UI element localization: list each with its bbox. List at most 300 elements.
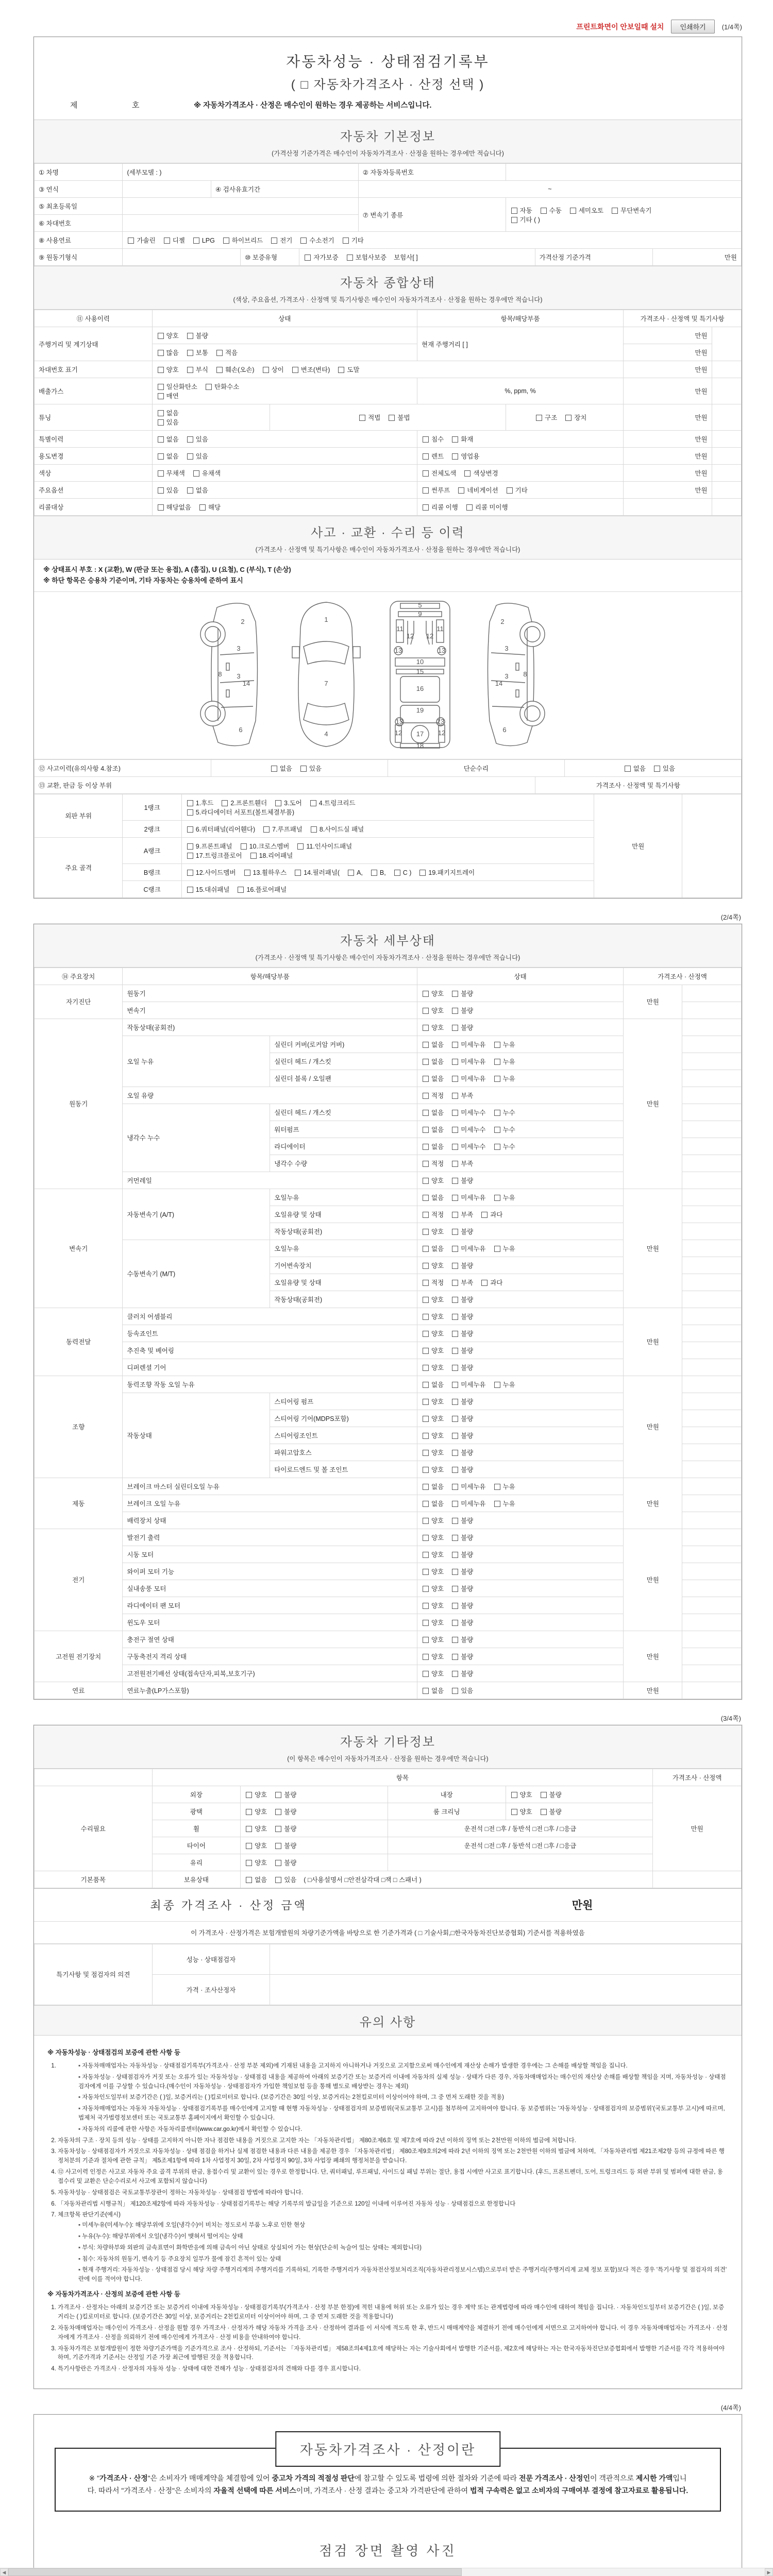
checkbox[interactable] — [452, 1025, 458, 1031]
checkbox[interactable] — [452, 1246, 458, 1252]
checkbox[interactable] — [193, 238, 199, 244]
vinmark-options — [152, 361, 624, 378]
checkbox[interactable] — [246, 1860, 252, 1866]
checkbox[interactable] — [423, 1110, 429, 1116]
checkbox[interactable] — [223, 238, 229, 244]
row-options-state — [152, 482, 417, 499]
checkbox[interactable] — [452, 1535, 458, 1541]
checkbox[interactable] — [452, 1518, 458, 1524]
option-label: 양호 — [431, 1602, 444, 1609]
device-row-note — [682, 1648, 742, 1665]
checkbox[interactable] — [452, 1127, 458, 1133]
option-label: 누유 — [502, 1075, 515, 1082]
detail-state-table — [34, 968, 742, 1699]
checkbox-option — [157, 349, 179, 357]
checkbox[interactable] — [481, 1212, 488, 1218]
checkbox[interactable] — [423, 1671, 429, 1677]
checkbox[interactable] — [158, 410, 164, 416]
checkbox[interactable] — [158, 487, 164, 494]
checkbox[interactable] — [452, 1382, 458, 1388]
checkbox[interactable] — [654, 766, 660, 772]
table-row — [35, 1944, 742, 1974]
checkbox[interactable] — [305, 255, 311, 261]
option-label: 양호 — [431, 1517, 444, 1524]
scrollbar-track[interactable] — [8, 2568, 765, 2576]
checkbox[interactable] — [423, 991, 429, 997]
checkbox[interactable] — [423, 1467, 429, 1473]
checkbox-option — [274, 1842, 296, 1850]
checkbox[interactable] — [271, 766, 277, 772]
checkbox[interactable] — [275, 1843, 281, 1849]
checkbox[interactable] — [452, 1637, 458, 1643]
checkbox[interactable] — [536, 415, 542, 421]
checkbox[interactable] — [452, 1450, 458, 1456]
checkbox[interactable] — [452, 1586, 458, 1592]
repair-item-options — [241, 1820, 388, 1837]
option-set — [624, 765, 682, 772]
checkbox-option — [451, 1296, 473, 1303]
checkbox[interactable] — [246, 1809, 252, 1815]
mileage-item: 현재 주행거리 [ ] — [417, 327, 624, 361]
device-state-options — [417, 1580, 624, 1597]
checkbox[interactable] — [275, 1860, 281, 1866]
device-row-note — [682, 1138, 742, 1155]
checkbox[interactable] — [423, 1178, 429, 1184]
checkbox[interactable] — [348, 870, 354, 876]
checkbox[interactable] — [423, 1416, 429, 1422]
device-group-price: 만원 — [624, 1631, 682, 1682]
abnormal-area-label: ⑬ 교환, 판금 등 이상 부위 — [35, 776, 535, 793]
checkbox[interactable] — [271, 238, 277, 244]
checkbox[interactable] — [612, 208, 618, 214]
row-usechange-note — [712, 448, 741, 465]
checkbox-option — [451, 1653, 473, 1660]
checkbox[interactable] — [423, 1535, 429, 1541]
section-detail-subtitle: (가격조사 · 산정액 및 특기사항은 매수인이 자동차가격조사 · 산정을 원하는 경우에만 적습니다) — [255, 954, 520, 961]
checkbox-option — [493, 1058, 515, 1065]
checkbox[interactable] — [565, 415, 572, 421]
checkbox[interactable] — [452, 1076, 458, 1082]
checkbox[interactable] — [423, 1552, 429, 1558]
checkbox[interactable] — [494, 1042, 500, 1048]
checkbox[interactable] — [187, 350, 193, 356]
checkbox[interactable] — [423, 1025, 429, 1031]
checkbox[interactable] — [452, 1467, 458, 1473]
option-set — [157, 332, 215, 340]
checkbox[interactable] — [494, 1246, 500, 1252]
checkbox[interactable] — [452, 1144, 458, 1150]
checkbox[interactable] — [452, 1195, 458, 1201]
checkbox[interactable] — [275, 1877, 281, 1883]
checkbox[interactable] — [452, 1399, 458, 1405]
checkbox-option — [422, 1653, 444, 1660]
option-label: 누유 — [502, 1194, 515, 1201]
checkbox[interactable] — [263, 826, 270, 833]
option-label: 있음 — [166, 487, 179, 494]
checkbox[interactable] — [250, 853, 257, 859]
checkbox[interactable] — [244, 870, 250, 876]
checkbox[interactable] — [423, 1450, 429, 1456]
checkbox[interactable] — [241, 843, 247, 850]
device-group-price: 만원 — [624, 1376, 682, 1478]
checkbox[interactable] — [158, 333, 164, 339]
checkbox[interactable] — [423, 1127, 429, 1133]
scrollbar-thumb[interactable] — [8, 2568, 462, 2576]
checkbox[interactable] — [238, 887, 244, 893]
device-subitem-label: 오일유량 및 상태 — [270, 1274, 417, 1291]
device-row-note — [682, 1512, 742, 1529]
checkbox[interactable] — [394, 870, 400, 876]
checkbox[interactable] — [423, 1331, 429, 1337]
checkbox[interactable] — [452, 1263, 458, 1269]
checkbox[interactable] — [158, 350, 164, 356]
device-item-label: 와이퍼 모터 기능 — [123, 1563, 417, 1580]
checkbox[interactable] — [187, 436, 193, 443]
checkbox-option — [304, 254, 338, 261]
checkbox[interactable] — [295, 870, 301, 876]
checkbox[interactable] — [423, 1501, 429, 1507]
device-state-options — [417, 1563, 624, 1580]
checkbox[interactable] — [452, 1314, 458, 1320]
option-label: 양호 — [431, 1330, 444, 1337]
checkbox[interactable] — [452, 1110, 458, 1116]
checkbox[interactable] — [158, 419, 164, 426]
checkbox-option — [346, 254, 386, 261]
option-set — [157, 487, 215, 494]
checkbox[interactable] — [275, 1809, 281, 1815]
checkbox[interactable] — [423, 1042, 429, 1048]
checkbox-option — [157, 419, 179, 426]
checkbox[interactable] — [423, 1297, 429, 1303]
checkbox[interactable] — [423, 1246, 429, 1252]
checkbox[interactable] — [187, 809, 193, 816]
checkbox-option — [451, 1041, 485, 1048]
checkbox[interactable] — [423, 487, 429, 494]
checkbox[interactable] — [452, 1331, 458, 1337]
checkbox[interactable] — [452, 1229, 458, 1235]
checkbox[interactable] — [423, 1620, 429, 1626]
checkbox[interactable] — [452, 436, 458, 443]
checkbox[interactable] — [423, 1093, 429, 1099]
device-state-options — [417, 1087, 624, 1104]
checkbox[interactable] — [343, 238, 349, 244]
checkbox[interactable] — [452, 1688, 458, 1694]
checkbox[interactable] — [419, 870, 426, 876]
detail-col-device: ⑭ 주요장치 — [35, 968, 123, 985]
option-set — [422, 1483, 523, 1490]
device-subitem-label: 실린더 블록 / 오일팬 — [270, 1070, 417, 1087]
checkbox[interactable] — [541, 1809, 547, 1815]
table-row — [35, 310, 742, 327]
checkbox[interactable] — [625, 766, 631, 772]
checkbox[interactable] — [452, 1093, 458, 1099]
checkbox[interactable] — [423, 1229, 429, 1235]
checkbox[interactable] — [452, 1416, 458, 1422]
checkbox[interactable] — [158, 470, 164, 477]
diagram-part-number: 3 — [236, 672, 241, 680]
checkbox[interactable] — [128, 238, 134, 244]
checkbox[interactable] — [275, 1826, 281, 1832]
group-outer-panel: 외판 부위 — [35, 794, 123, 837]
option-label: 미세누유 — [461, 1041, 486, 1048]
checkbox[interactable] — [452, 453, 458, 460]
checkbox[interactable] — [158, 436, 164, 443]
checkbox[interactable] — [452, 1178, 458, 1184]
checkbox[interactable] — [423, 453, 429, 460]
print-button[interactable]: 인쇄하기 — [671, 20, 714, 33]
checkbox[interactable] — [423, 436, 429, 443]
checkbox-option — [422, 1432, 444, 1439]
checkbox[interactable] — [275, 1792, 281, 1798]
checkbox[interactable] — [246, 1826, 252, 1832]
checkbox[interactable] — [423, 1076, 429, 1082]
repair-item-free: 운전석 □전 □후 / 동반석 □전 □후 / □응급 — [388, 1837, 652, 1854]
option-set — [422, 1449, 480, 1456]
checkbox[interactable] — [206, 384, 212, 390]
checkbox[interactable] — [164, 238, 170, 244]
checkbox[interactable] — [246, 1877, 252, 1883]
option-label: 누유 — [502, 1041, 515, 1048]
checkbox[interactable] — [423, 504, 429, 511]
checkbox[interactable] — [452, 1433, 458, 1439]
table-row — [35, 499, 742, 516]
row-color-state — [152, 465, 417, 482]
checkbox[interactable] — [216, 350, 223, 356]
checkbox[interactable] — [464, 470, 470, 477]
checkbox[interactable] — [187, 826, 193, 833]
checkbox[interactable] — [263, 367, 269, 373]
checkbox-option — [249, 852, 293, 859]
option-text: ( □사용설명서 □안전삼각대 □잭 □ 스패너 ) — [304, 1876, 422, 1884]
checkbox[interactable] — [511, 208, 517, 214]
checkbox[interactable] — [511, 217, 517, 223]
checkbox[interactable] — [292, 367, 298, 373]
checkbox[interactable] — [158, 504, 164, 511]
option-label: 미세누유 — [461, 1381, 486, 1388]
table-row — [35, 431, 742, 448]
checkbox[interactable] — [541, 1792, 547, 1798]
checkbox[interactable] — [494, 1076, 500, 1082]
checkbox[interactable] — [494, 1144, 500, 1150]
checkbox[interactable] — [423, 1603, 429, 1609]
checkbox-option — [186, 332, 208, 340]
checkbox[interactable] — [199, 504, 206, 511]
device-group-price: 만원 — [624, 1189, 682, 1308]
checkbox[interactable] — [452, 1654, 458, 1660]
checkbox[interactable] — [389, 415, 395, 421]
checkbox[interactable] — [458, 487, 464, 494]
checkbox[interactable] — [311, 826, 317, 833]
checkbox[interactable] — [423, 1518, 429, 1524]
checkbox[interactable] — [359, 415, 365, 421]
usage-col-state: 상태 — [152, 310, 417, 327]
checkbox[interactable] — [511, 1792, 517, 1798]
checkbox[interactable] — [452, 1212, 458, 1218]
checkbox[interactable] — [452, 1042, 458, 1048]
option-set — [245, 1842, 304, 1850]
checkbox[interactable] — [452, 1671, 458, 1677]
checkbox[interactable] — [371, 870, 377, 876]
field-regno-label: ② 자동차등록번호 — [358, 164, 506, 181]
checkbox-option — [157, 366, 179, 374]
option-label: 양호 — [431, 990, 444, 997]
checkbox[interactable] — [187, 887, 193, 893]
checkbox[interactable] — [310, 800, 316, 806]
checkbox[interactable] — [187, 453, 193, 460]
checkbox[interactable] — [338, 367, 344, 373]
checkbox[interactable] — [423, 1365, 429, 1371]
checkbox-option — [451, 1075, 485, 1082]
device-state-options — [417, 1036, 624, 1053]
checkbox[interactable] — [347, 255, 353, 261]
checkbox[interactable] — [452, 1348, 458, 1354]
checkbox[interactable] — [541, 208, 547, 214]
caution-appraisal-list — [49, 2303, 728, 2374]
checkbox[interactable] — [452, 1059, 458, 1065]
checkbox-option — [186, 366, 208, 374]
checkbox[interactable] — [423, 1433, 429, 1439]
vinmark-price: 만원 — [624, 361, 712, 378]
option-label: 1.후드 — [195, 799, 214, 807]
option-label: 일산화탄소 — [166, 383, 198, 391]
checkbox[interactable] — [452, 1620, 458, 1626]
repair-group-label: 수리필요 — [35, 1786, 153, 1871]
checkbox[interactable] — [187, 853, 193, 859]
checkbox-option — [157, 332, 179, 340]
device-row-note — [682, 1019, 742, 1036]
checkbox[interactable] — [452, 1365, 458, 1371]
checkbox[interactable] — [570, 208, 576, 214]
state-mark-legend — [34, 560, 742, 592]
scroll-right-arrow[interactable]: ▶ — [765, 2568, 773, 2576]
option-label: 부족 — [461, 1279, 474, 1286]
checkbox[interactable] — [494, 1382, 500, 1388]
checkbox[interactable] — [275, 800, 281, 806]
checkbox[interactable] — [158, 384, 164, 390]
checkbox[interactable] — [158, 453, 164, 460]
checkbox[interactable] — [494, 1484, 500, 1490]
checkbox-option — [157, 436, 179, 443]
checkbox[interactable] — [423, 1484, 429, 1490]
checkbox[interactable] — [246, 1843, 252, 1849]
checkbox[interactable] — [187, 487, 193, 494]
document-subtitle: ( □ 자동차가격조사 · 산정 선택 ) — [291, 78, 485, 92]
horizontal-scrollbar[interactable] — [0, 2568, 773, 2576]
checkbox[interactable] — [423, 1161, 429, 1167]
checkbox[interactable] — [187, 843, 193, 850]
doc-no-ho: 호 — [132, 101, 140, 110]
checkbox[interactable] — [423, 1348, 429, 1354]
checkbox[interactable] — [452, 991, 458, 997]
checkbox-option — [422, 470, 456, 477]
checkbox[interactable] — [466, 504, 473, 511]
option-label: 불량 — [461, 1364, 474, 1371]
checkbox[interactable] — [300, 766, 307, 772]
checkbox[interactable] — [423, 1586, 429, 1592]
checkbox[interactable] — [494, 1195, 500, 1201]
checkbox[interactable] — [423, 1314, 429, 1320]
checkbox[interactable] — [423, 1654, 429, 1660]
checkbox[interactable] — [216, 367, 223, 373]
checkbox[interactable] — [297, 843, 304, 850]
checkbox[interactable] — [423, 1569, 429, 1575]
checkbox[interactable] — [423, 470, 429, 477]
checkbox[interactable] — [222, 800, 228, 806]
basic-items-label: 기본품목 — [35, 1871, 153, 1888]
checkbox[interactable] — [423, 1144, 429, 1150]
checkbox[interactable] — [507, 487, 513, 494]
checkbox[interactable] — [193, 470, 199, 477]
option-label: 하이브리드 — [231, 237, 263, 244]
field-baseprice-label: 가격산정 기준가격 — [535, 249, 653, 266]
option-label: 양호 — [255, 1859, 267, 1867]
table-row — [35, 968, 742, 985]
mileage-state-1 — [152, 327, 417, 344]
checkbox[interactable] — [494, 1059, 500, 1065]
checkbox[interactable] — [452, 1569, 458, 1575]
option-label: 있음 — [166, 419, 179, 426]
checkbox[interactable] — [423, 1688, 429, 1694]
diagram-part-number: 18 — [416, 741, 424, 750]
checkbox[interactable] — [511, 1809, 517, 1815]
device-row-note — [682, 1563, 742, 1580]
checkbox[interactable] — [423, 1195, 429, 1201]
checkbox[interactable] — [187, 367, 193, 373]
checkbox[interactable] — [494, 1501, 500, 1507]
checkbox[interactable] — [423, 1382, 429, 1388]
checkbox[interactable] — [187, 870, 193, 876]
checkbox-option — [245, 1842, 267, 1850]
checkbox[interactable] — [494, 1127, 500, 1133]
checkbox-option — [451, 1262, 473, 1269]
scroll-left-arrow[interactable]: ◀ — [0, 2568, 8, 2576]
checkbox[interactable] — [452, 1008, 458, 1014]
checkbox-option — [245, 1859, 267, 1867]
table-row — [35, 327, 742, 344]
checkbox[interactable] — [187, 333, 193, 339]
checkbox[interactable] — [423, 1399, 429, 1405]
final-price-row — [34, 1888, 742, 1922]
checkbox[interactable] — [452, 1603, 458, 1609]
device-item-label: 브레이크 마스터 실린더오일 누유 — [123, 1478, 417, 1495]
definition-text-part: 이며, 가격조사 · 산정 결과는 중고차 가격판단에 관하여 — [296, 2486, 470, 2495]
checkbox[interactable] — [300, 238, 307, 244]
option-set — [157, 349, 245, 357]
detail-col-state: 상태 — [417, 968, 624, 985]
checkbox[interactable] — [452, 1484, 458, 1490]
mileage-note — [712, 327, 741, 361]
checkbox[interactable] — [423, 1263, 429, 1269]
checkbox[interactable] — [452, 1280, 458, 1286]
checkbox[interactable] — [452, 1552, 458, 1558]
checkbox[interactable] — [423, 1280, 429, 1286]
checkbox[interactable] — [452, 1501, 458, 1507]
device-group-label: 조향 — [35, 1376, 123, 1478]
checkbox[interactable] — [452, 1297, 458, 1303]
checkbox[interactable] — [423, 1059, 429, 1065]
checkbox[interactable] — [187, 800, 193, 806]
checkbox[interactable] — [246, 1792, 252, 1798]
checkbox[interactable] — [452, 1161, 458, 1167]
checkbox[interactable] — [423, 1212, 429, 1218]
checkbox[interactable] — [158, 367, 164, 373]
checkbox[interactable] — [423, 1008, 429, 1014]
checkbox[interactable] — [423, 1637, 429, 1643]
checkbox[interactable] — [494, 1110, 500, 1116]
device-item-label: 라디에이터 팬 모터 — [123, 1597, 417, 1614]
checkbox[interactable] — [158, 393, 164, 399]
checkbox[interactable] — [481, 1280, 488, 1286]
